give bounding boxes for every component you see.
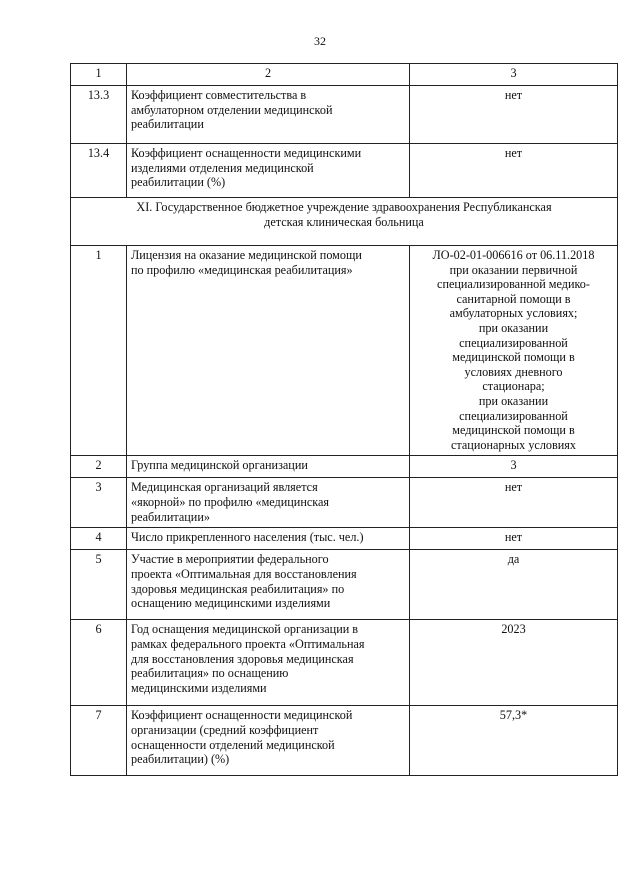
row-label: Лицензия на оказание медицинской помощи по профилю «медицинская реабилитация» (127, 246, 410, 456)
row-number: 5 (71, 550, 127, 620)
row-value: 57,3* (410, 706, 618, 776)
row-value: нет (410, 86, 618, 144)
row-value: нет (410, 528, 618, 550)
row-label: Коэффициент оснащенности медицинскими изделиями отделения медицинской реабилитации (%) (127, 144, 410, 198)
table-row (71, 706, 618, 776)
page-number: 32 (314, 34, 326, 48)
row-number: 7 (71, 706, 127, 776)
table-row (71, 620, 618, 706)
row-number: 13.4 (71, 144, 127, 198)
row-label: Коэффициент совместительства в амбулаторном отделении медицинской реабилитации (127, 86, 410, 144)
table-row (71, 528, 618, 550)
table-row (71, 144, 618, 198)
table-row (71, 86, 618, 144)
table-row (71, 456, 618, 478)
row-label: Группа медицинской организации (127, 456, 410, 478)
section-row (71, 198, 618, 246)
row-value: 3 (410, 456, 618, 478)
row-value: 2023 (410, 620, 618, 706)
row-number: 4 (71, 528, 127, 550)
table-row (71, 246, 618, 456)
row-number: 3 (71, 478, 127, 528)
row-number: 2 (71, 456, 127, 478)
section-title: XI. Государственное бюджетное учреждение здравоохранения Республиканская детская клиническая больница (71, 198, 618, 246)
row-number: 6 (71, 620, 127, 706)
row-value: да (410, 550, 618, 620)
row-label: Число прикрепленного населения (тыс. чел.) (127, 528, 410, 550)
column-number-3: 3 (410, 64, 618, 86)
row-label: Год оснащения медицинской организации в рамках федерального проекта «Оптимальная для восстановления здоровья медицинская реабилитация» по оснащению медицинскими изделиями (127, 620, 410, 706)
row-value: нет (410, 144, 618, 198)
table-row (71, 550, 618, 620)
row-label: Коэффициент оснащенности медицинской организации (средний коэффициент оснащенности отделений медицинской реабилитации) (%) (127, 706, 410, 776)
document-table (70, 63, 618, 776)
row-value: нет (410, 478, 618, 528)
table-row (71, 478, 618, 528)
row-label: Участие в мероприятии федерального проекта «Оптимальная для восстановления здоровья медицинская реабилитация» по оснащению медицинскими изделиями (127, 550, 410, 620)
column-number-2: 2 (127, 64, 410, 86)
table-header-row (71, 64, 618, 86)
column-number-1: 1 (71, 64, 127, 86)
row-number: 13.3 (71, 86, 127, 144)
row-label: Медицинская организаций является «якорной» по профилю «медицинская реабилитации» (127, 478, 410, 528)
row-value: ЛО-02-01-006616 от 06.11.2018 при оказании первичной специализированной медико- санитарной помощи в амбулаторных условиях; при оказании специализированной медицинской помощи в условиях дневного стационара; при оказании специализированной медицинской помощи в стационарных условиях (410, 246, 618, 456)
row-number: 1 (71, 246, 127, 456)
